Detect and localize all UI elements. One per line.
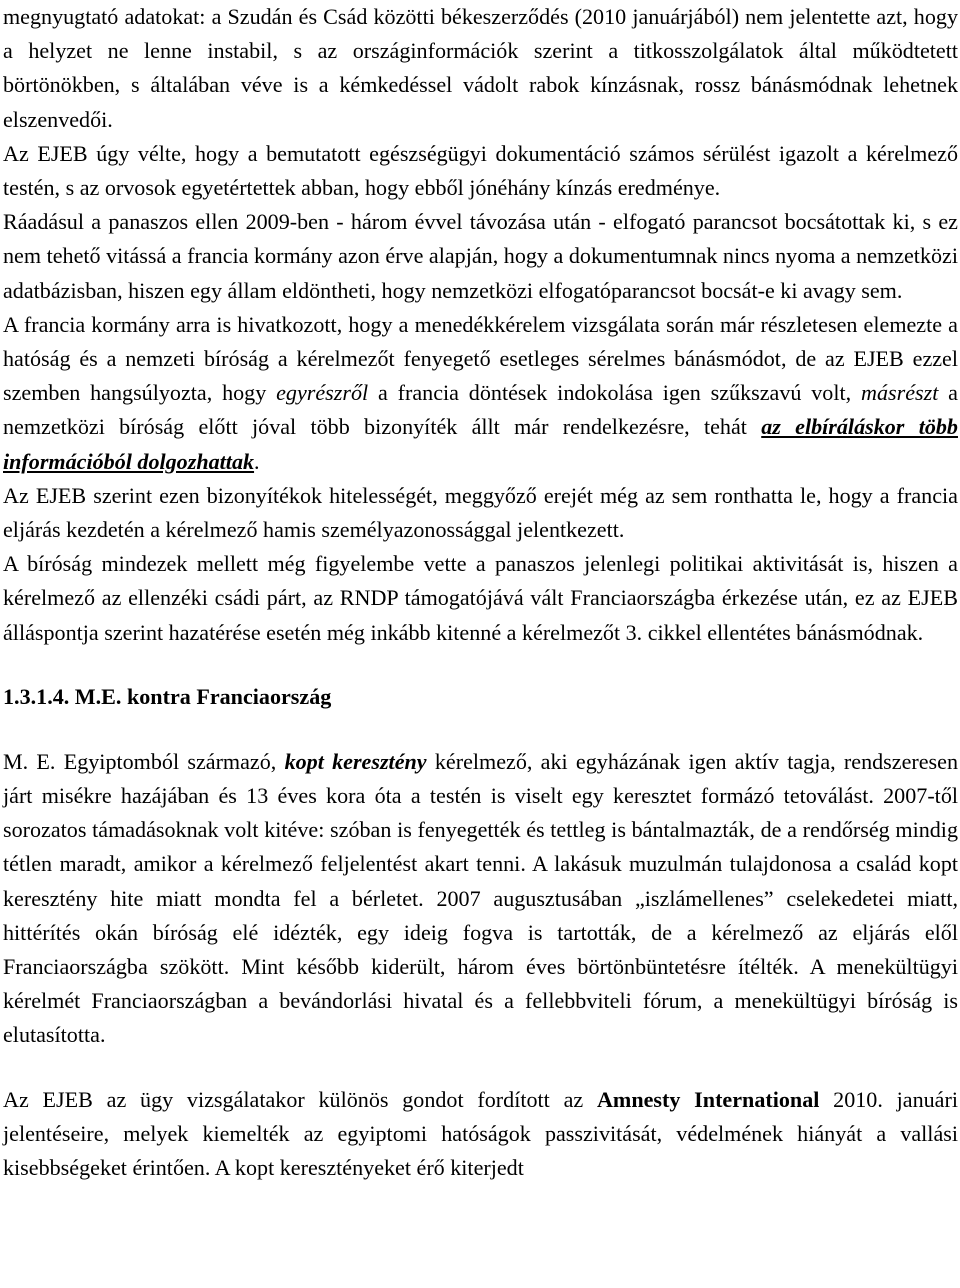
emphasis-elbiralaskor: az elbíráláskor több információból dolgozhattak xyxy=(3,414,958,474)
paragraph-me-case: M. E. Egyiptomból származó, kopt keresztény kérelmező, aki egyházának igen aktív tagja, rendszeresen járt misékre hazájában és 13 éves kora óta a testén is viselt egy keresztet formázó tetoválást. 2007-től sorozatos támadásoknak volt kitéve: szóban is fenyegették és tettleg is bántalmazták, de a rendőrség mindig tétlen maradt, amikor a kérelmező feljelentést akart tenni. A lakásuk muzulmán tulajdonosa a család kopt keresztény hite miatt mondta fel a bérletet. 2007 augusztusában „iszlámellenes” cselekedetei miatt, hittérítés okán bíróság elé idézték, egy ideig fogva is tartották, de a kérelmező az eljárás elől Franciaországba szökött. Mint később kiderült, három éves börtönbüntetésre ítélték. A menekültügyi kérelmét Franciaországban a bevándorlási hivatal és a fellebbviteli fórum, a menekültügyi bíróság is elutasította. xyxy=(3,748,958,1048)
paragraph-amnesty: Az EJEB az ügy vizsgálatakor különös gondot fordított az Amnesty International 2010. januári jelentéseire, melyek kiemelték az egyiptomi hatóságok passzivitását, védelmének hiányát a vallási kisebbségeket érintően. A kopt keresztényeket érő kiterjedt xyxy=(3,1086,958,1181)
emphasis-kopt-kereszteny: kopt keresztény xyxy=(284,748,427,774)
emphasis-egyreszrol: egyrészről xyxy=(276,380,369,406)
paragraph-francia-kormany: A francia kormány arra is hivatkozott, hogy a menedékkérelem vizsgálata során már részletesen elemezte a hatóság és a nemzeti bíróság a kérelmezőt fenyegető esetleges sérelmes bánásmódot, de az EJEB ezzel szemben hangsúlyozta, hogy egyrészről a francia döntések indokolása igen szűkszavú volt, másrészt a nemzetközi bíróság előtt jóval több bizonyíték állt már rendelkezésre, tehát az elbíráláskor több információból dolgozhattak. xyxy=(3,311,958,474)
paragraph-intro-2: Az EJEB úgy vélte, hogy a bemutatott egészségügyi dokumentáció számos sérülést igazolt a kérelmező testén, s az orvosok egyetértettek abban, hogy ebből jónéhány kínzás eredménye. xyxy=(3,140,958,201)
emphasis-amnesty-international: Amnesty International xyxy=(596,1086,820,1112)
section-heading: 1.3.1.4. M.E. kontra Franciaország xyxy=(3,683,332,709)
spacer xyxy=(3,1053,958,1083)
spacer xyxy=(3,650,958,680)
paragraph-intro-3: Ráadásul a panaszos ellen 2009-ben - három évvel távozása után - elfogató parancsot bocsátottak ki, s ez nem tehető vitássá a francia kormány azon érve alapján, hogy a dokumentumnak nincs nyoma a nemzetközi adatbázisban, hiszen egy állam eldöntheti, hogy nemzetközi elfogatóparancsot bocsát-e ki avagy sem. xyxy=(3,209,958,303)
paragraph-hitelesseg: Az EJEB szerint ezen bizonyítékok hitelességét, meggyőző erejét még az sem ronthatta le, hogy a francia eljárás kezdetén a kérelmező hamis személyazonossággal jelentkezett. xyxy=(3,482,958,543)
paragraph-intro-1: megnyugtató adatokat: a Szudán és Csád közötti békeszerződés (2010 januárjából) nem jelentette azt, hogy a helyzet ne lenne instabil, s az országinformációk szerint a titkosszolgálatok által működtetett börtönökben, s általában véve is a kémkedéssel vádolt rabok kínzásnak, rossz bánásmódnak lehetnek elszenvedői. xyxy=(3,4,958,132)
emphasis-masreszt: másrészt xyxy=(861,380,939,406)
spacer xyxy=(3,714,958,745)
paragraph-birosag: A bíróság mindezek mellett még figyelembe vette a panaszos jelenlegi politikai aktivitását is, hiszen a kérelmező az ellenzéki csádi párt, az RNDP támogatójává vált Franciaországba érkezése után, ez az EJEB álláspontja szerint hazatérése esetén még inkább kitenné a kérelmezőt 3. cikkel ellentétes bánásmódnak. xyxy=(3,551,958,645)
document-page xyxy=(3,0,958,1185)
